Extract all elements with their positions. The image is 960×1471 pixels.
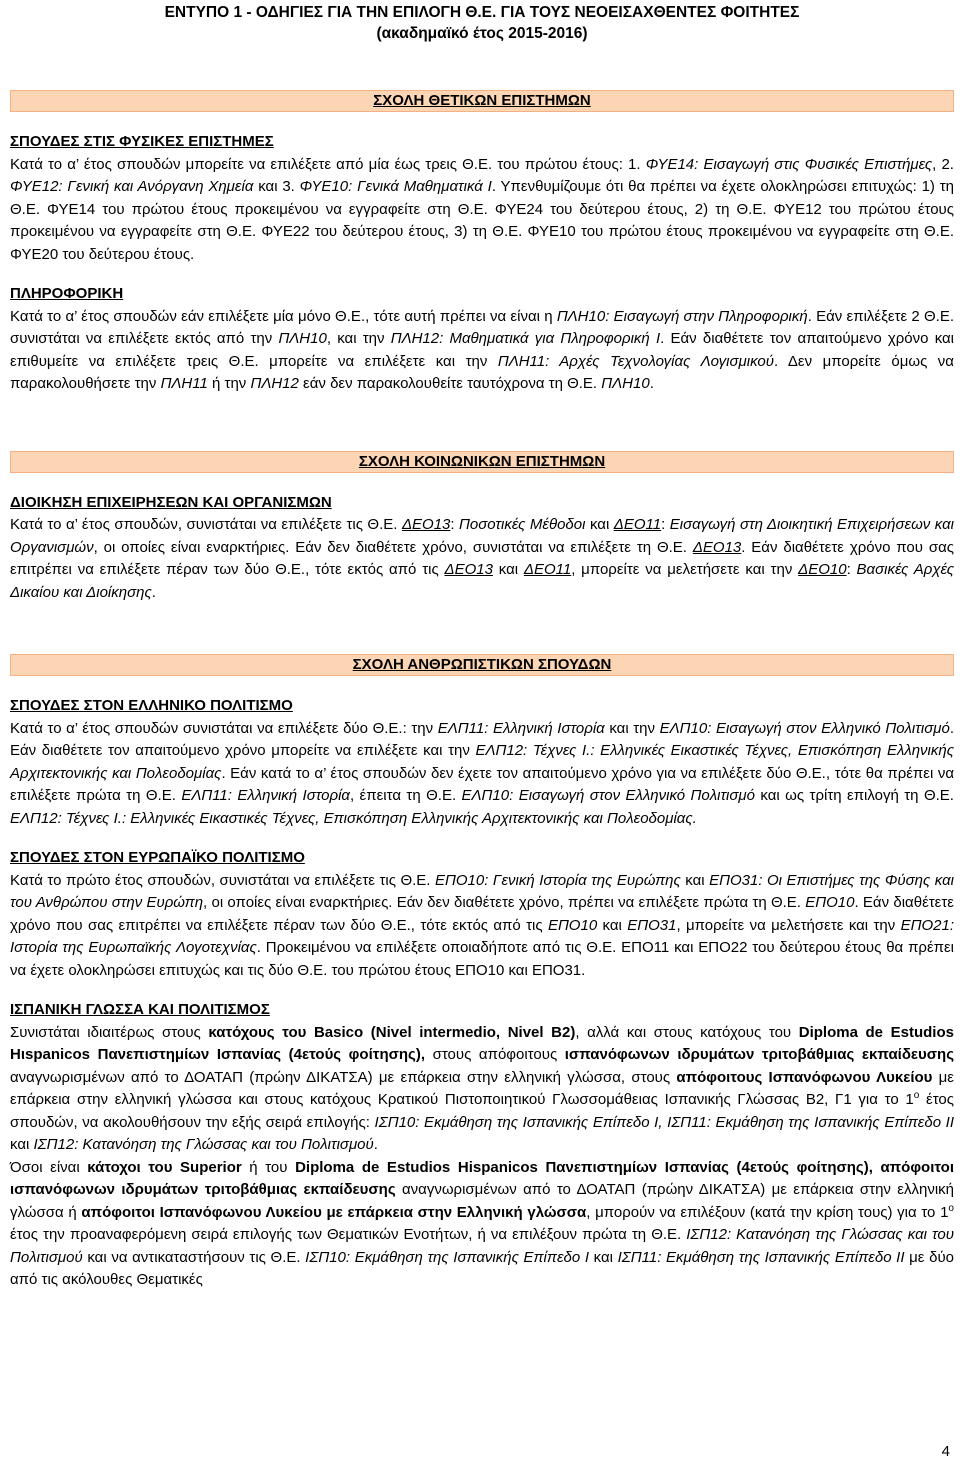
- paragraph-physical-sciences: Κατά το α’ έτος σπουδών μπορείτε να επιλέξετε από μία έως τρεις Θ.Ε. του πρώτου έτους: 1. ΦΥΕ14: Εισαγωγή στις Φυσικές Επιστήμες, 2. ΦΥΕ12: Γενική και Ανόργανη Χημεία και 3. ΦΥΕ10: Γενικά Μαθηματικά Ι. Υπενθυμίζουμε ότι θα πρέπει να έχετε ολοκληρώσει επιτυχώς: 1) τη Θ.Ε. ΦΥΕ14 του πρώτου έτους προκειμένου να εγγραφείτε στη Θ.Ε. ΦΥΕ24 του δεύτερου έτους, 2) τη Θ.Ε. ΦΥΕ12 του πρώτου έτους προκειμένου να εγγραφείτε στη Θ.Ε. ΦΥΕ22 του δεύτερου έτους, 3) τη Θ.Ε. ΦΥΕ10 του πρώτου έτους προκειμένου να εγγραφείτε στη Θ.Ε. ΦΥΕ20 του δεύτερου έτους.: [10, 155, 954, 263]
- heading-physical-sciences: ΣΠΟΥΔΕΣ ΣΤΙΣ ΦΥΣΙΚΕΣ ΕΠΙΣΤΗΜΕΣ: [10, 133, 274, 150]
- paragraph-greek-civilization: Κατά το α’ έτος σπουδών συνιστάται να επιλέξετε δύο Θ.Ε.: την ΕΛΠ11: Ελληνική Ιστορία και την ΕΛΠ10: Εισαγωγή στον Ελληνικό Πολιτισμό. Εάν διαθέτετε τον απαιτούμενο χρόνο μπορείτε να επιλέξετε και την ΕΛΠ12: Τέχνες Ι.: Ελληνικές Εικαστικές Τέχνες, Επισκόπηση Ελληνικής Αρχιτεκτονικής και Πολεοδομίας. Εάν κατά το α’ έτος σπουδών δεν έχετε τον απαιτούμενο χρόνο για να επιλέξετε δύο Θ.Ε., τότε θα πρέπει να επιλέξετε πρώτα τη Θ.Ε. ΕΛΠ11: Ελληνική Ιστορία, έπειτα τη Θ.Ε. ΕΛΠ10: Εισαγωγή στον Ελληνικό Πολιτισμό και ως τρίτη επιλογή τη Θ.Ε. ΕΛΠ12: Τέχνες Ι.: Ελληνικές Εικαστικές Τέχνες, Επισκόπηση Ελληνικής Αρχιτεκτονικής και Πολεοδομίας.: [10, 719, 955, 827]
- heading-spanish-language: ΙΣΠΑΝΙΚΗ ΓΛΩΣΣΑ ΚΑΙ ΠΟΛΙΤΙΣΜΟΣ: [10, 1001, 270, 1018]
- document-page: [10, 0, 954, 1292]
- heading-european-civilization: ΣΠΟΥΔΕΣ ΣΤΟΝ ΕΥΡΩΠΑΪΚΟ ΠΟΛΙΤΙΣΜΟ: [10, 849, 305, 866]
- school-title: ΣΧΟΛΗ ΘΕΤΙΚΩΝ ΕΠΙΣΤΗΜΩΝ: [373, 92, 591, 109]
- school-band-social-sciences: [10, 451, 954, 473]
- heading-business-administration: ΔΙΟΙΚΗΣΗ ΕΠΙΧΕΙΡΗΣΕΩΝ ΚΑΙ ΟΡΓΑΝΙΣΜΩΝ: [10, 493, 332, 511]
- paragraph-european-civilization: Κατά το πρώτο έτος σπουδών, συνιστάται να επιλέξετε τις Θ.Ε. ΕΠΟ10: Γενική Ιστορία της Ευρώπης και ΕΠΟ31: Οι Επιστήμες της Φύσης και του Ανθρώπου στην Ευρώπη, οι οποίες είναι εναρκτήριες. Εάν δεν διαθέτετε χρόνο, πρέπει να επιλέξετε πρώτα τη Θ.Ε. ΕΠΟ10. Εάν διαθέτετε χρόνο που σας επιτρέπει να επιλέξετε πέραν των δύο Θ.Ε., τότε εκτός από τις ΕΠΟ10 και ΕΠΟ31, μπορείτε να μελετήσετε και την ΕΠΟ21: Ιστορία της Ευρωπαϊκής Λογοτεχνίας. Προκειμένου να επιλέξετε οποιαδήποτε από τις Θ.Ε. ΕΠΟ11 και ΕΠΟ22 του δεύτερου έτους θα πρέπει να έχετε ολοκληρώσει επιτυχώς και τις δύο Θ.Ε. του πρώτου έτους ΕΠΟ10 και ΕΠΟ31.: [10, 871, 955, 979]
- school-title: ΣΧΟΛΗ ΑΝΘΡΩΠΙΣΤΙΚΩΝ ΣΠΟΥΔΩΝ: [352, 656, 612, 673]
- school-band-positive-sciences: [10, 90, 954, 112]
- heading-greek-civilization: ΣΠΟΥΔΕΣ ΣΤΟΝ ΕΛΛΗΝΙΚΟ ΠΟΛΙΤΙΣΜΟ: [10, 697, 293, 714]
- heading-informatics: ΠΛΗΡΟΦΟΡΙΚΗ: [10, 285, 124, 302]
- paragraph-business-administration: Κατά το α’ έτος σπουδών, συνιστάται να επιλέξετε τις Θ.Ε. ΔΕΟ13: Ποσοτικές Μέθοδοι και ΔΕΟ11: Εισαγωγή στη Διοικητική Επιχειρήσεων και Οργανισμών, οι οποίες είναι εναρκτήριες. Εάν δεν διαθέτετε χρόνο, συνιστάται να επιλέξετε τη Θ.Ε. ΔΕΟ13. Εάν διαθέτετε χρόνο που σας επιτρέπει να επιλέξετε πέραν των δύο Θ.Ε., τότε εκτός από τις ΔΕΟ13 και ΔΕΟ11, μπορείτε να μελετήσετε και την ΔΕΟ10: Βασικές Αρχές Δικαίου και Διοίκησης.: [10, 516, 954, 601]
- paragraph-informatics: Κατά το α’ έτος σπουδών εάν επιλέξετε μία μόνο Θ.Ε., τότε αυτή πρέπει να είναι η ΠΛΗ10: Εισαγωγή στην Πληροφορική. Εάν επιλέξετε 2 Θ.Ε. συνιστάται να επιλέξετε εκτός από την ΠΛΗ10, και την ΠΛΗ12: Μαθηματικά για Πληροφορική Ι. Εάν διαθέτετε τον απαιτούμενο χρόνο και επιθυμείτε να επιλέξετε τρεις Θ.Ε. μπορείτε να επιλέξετε και την ΠΛΗ11: Αρχές Τεχνολογίας Λογισμικού. Δεν μπορείτε όμως να παρακολουθήσετε την ΠΛΗ11 ή την ΠΛΗ12 εάν δεν παρακολουθείτε ταυτόχρονα τη Θ.Ε. ΠΛΗ10.: [10, 307, 955, 392]
- title-line-1: ΕΝΤΥΠΟ 1 - ΟΔΗΓΙΕΣ ΓΙΑ ΤΗΝ ΕΠΙΛΟΓΗ Θ.Ε. ΓΙΑ ΤΟΥΣ ΝΕΟΕΙΣΑΧΘΕΝΤΕΣ ΦΟΙΤΗΤΕΣ: [164, 4, 800, 21]
- school-title: ΣΧΟΛΗ ΚΟΙΝΩΝΙΚΩΝ ΕΠΙΣΤΗΜΩΝ: [358, 452, 606, 470]
- page-number: 4: [941, 1443, 950, 1460]
- school-band-humanities: [10, 654, 954, 676]
- paragraph-spanish-language-2: Όσοι είναι κάτοχοι του Superior ή του Diploma de Estudios Hispanicos Πανεπιστημίων Ισπανίας (4ετούς φοίτησης), απόφοιτοι ισπανόφωνων ιδρυμάτων τριτοβάθμιας εκπαίδευσης αναγνωρισμένων από το ΔΟΑΤΑΠ (πρώην ΔΙΚΑΤΣΑ) με επάρκεια στην ελληνική γλώσσα ή απόφοιτοι Ισπανόφωνου Λυκείου με επάρκεια στην Ελληνική γλώσσα, μπορούν να επιλέξουν (κατά την κρίση τους) για το $1^o$ έτος την προαναφερόμενη σειρά επιλογής των Θεματικών Ενοτήτων, ή να επιλέξουν πρώτα τη Θ.Ε. ΙΣΠ12: Κατανόηση της Γλώσσας και του Πολιτισμού και να αντικαταστήσουν τις Θ.Ε. ΙΣΠ10: Εκμάθηση της Ισπανικής Επίπεδο Ι και ΙΣΠ11: Εκμάθηση της Ισπανικής Επίπεδο ΙΙ με δύο από τις ακόλουθες Θεματικές: [10, 1158, 955, 1288]
- paragraph-spanish-language-1: Συνιστάται ιδιαιτέρως στους κατόχους του Basico (Nivel intermedio, Nivel B2), αλλά και στους κατόχους του Diploma de Estudios Hιspanicos Πανεπιστημίων Ισπανίας (4ετούς φοίτησης), στους απόφοιτους ισπανόφωνων ιδρυμάτων τριτοβάθμιας εκπαίδευσης αναγνωρισμένων από το ΔΟΑΤΑΠ (πρώην ΔΙΚΑΤΣΑ) με επάρκεια στην ελληνική γλώσσα, στους απόφοιτους Ισπανόφωνου Λυκείου με επάρκεια στην ελληνική γλώσσα και στους κατόχους Κρατικού Πιστοποιητικού Γλωσσομάθειας Ισπανικής Γλώσσας Β2, Γ1 για το $1^o$ έτος σπουδών, να ακολουθήσουν την εξής σειρά επιλογής: ΙΣΠ10: Εκμάθηση της Ισπανικής Επίπεδο Ι, ΙΣΠ11: Εκμάθηση της Ισπανικής Επίπεδο ΙΙ και ΙΣΠ12: Κατανόηση της Γλώσσας και του Πολιτισμού.: [10, 1023, 955, 1153]
- document-title: [10, 0, 954, 44]
- title-line-2: (ακαδημαϊκό έτος 2015-2016): [376, 25, 588, 42]
